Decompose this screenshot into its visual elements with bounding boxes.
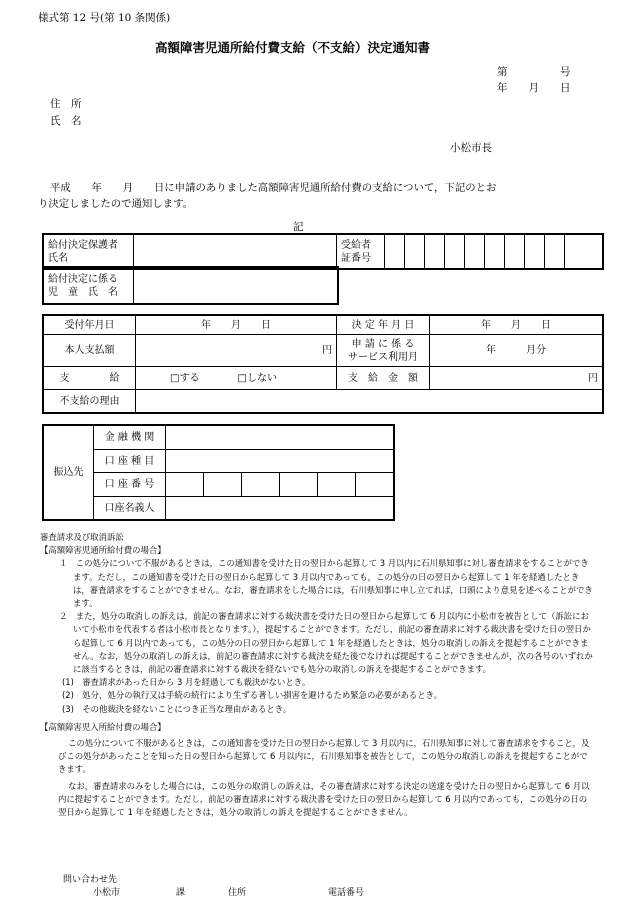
bank-label: 金 融 機 関	[94, 426, 166, 450]
child-name-field[interactable]	[134, 268, 338, 304]
issuer-name: 小松市長	[450, 142, 492, 154]
recipient-digit-box[interactable]	[465, 235, 485, 269]
contact-city: 小松市	[93, 888, 121, 898]
applicant-table	[43, 234, 603, 269]
document-title: 高額障害児通所給付費支給（不支給）決定通知書	[155, 40, 431, 55]
transfer-table	[43, 425, 394, 520]
payment-no-checkbox[interactable]: □しない	[234, 367, 337, 390]
address-label: 住 所	[50, 98, 82, 110]
recipient-digit-box[interactable]	[505, 235, 525, 269]
self-pay-field[interactable]: 円	[136, 335, 337, 367]
guardian-name-label: 給付決定保護者 氏名	[44, 235, 134, 269]
notes-heading: 審査請求及び取消訴訟	[40, 532, 124, 542]
recipient-digit-box[interactable]	[525, 235, 545, 269]
recipient-digit-box[interactable]	[445, 235, 465, 269]
payment-label: 支 給	[44, 367, 136, 390]
contact-phone: 電話番号	[328, 888, 365, 898]
account-type-label: 口 座 種 目	[94, 450, 166, 473]
notes-item-2: (2) 処分，処分の執行又は手続の続行により生ずる著しい損害を避けるため緊急の必要があるとき。	[62, 690, 443, 701]
account-type-field[interactable]	[166, 450, 394, 473]
recipient-digit-box[interactable]	[485, 235, 505, 269]
account-digit-box[interactable]	[204, 473, 242, 497]
payment-yes-checkbox[interactable]: □する	[136, 367, 234, 390]
intro-text-line2: り決定しましたので通知します。	[38, 198, 194, 210]
recipient-number-label: 受給者 証番号	[337, 235, 385, 269]
non-payment-reason-field[interactable]	[136, 390, 603, 413]
account-holder-field[interactable]	[166, 497, 394, 520]
notes-item-1: (1) 審査請求があった日から 3 月を経過しても裁決がないとき。	[62, 677, 311, 688]
notes-section-outpatient: 【高額障害児通所給付費の場合】	[40, 545, 166, 556]
account-digit-box[interactable]	[356, 473, 394, 497]
account-digit-box[interactable]	[166, 473, 204, 497]
service-month-field[interactable]: 年 月分	[430, 335, 603, 367]
recipient-digit-box[interactable]	[545, 235, 565, 269]
form-number: 様式第 12 号(第 10 条関係)	[38, 12, 171, 24]
bank-field[interactable]	[166, 426, 394, 450]
recipient-digit-box[interactable]	[565, 235, 603, 269]
account-number-label: 口 座 番 号	[94, 473, 166, 497]
payment-amount-label: 支 給 金 額	[337, 367, 430, 390]
recipient-digit-box[interactable]	[405, 235, 425, 269]
appeal-notes	[40, 531, 595, 819]
ki-heading: 記	[293, 221, 304, 233]
recipient-digit-box[interactable]	[425, 235, 445, 269]
payment-amount-field[interactable]: 円	[430, 367, 603, 390]
decision-date-field[interactable]: 年 月 日	[430, 316, 603, 335]
account-digit-box[interactable]	[318, 473, 356, 497]
guardian-name-field[interactable]	[134, 235, 337, 269]
received-date-label: 受付年月日	[44, 316, 136, 335]
notes-paragraph-3: この処分について不服があるときは，この通知書を受けた日の翌日から起算して 3 月以内に，石川県知事に対して審査請求をすること，及びこの処分があったことを知った日の翌日から起算して 6 月以内に，石川県知事を被告として，この処分の取消しの訴えを提起することができます。	[58, 738, 590, 775]
contact-section: 課	[176, 888, 186, 898]
contact-address: 住所	[228, 888, 247, 898]
notes-item-3: (3) その他裁決を経ないことにつき正当な理由があるとき。	[62, 703, 292, 714]
account-digit-box[interactable]	[242, 473, 280, 497]
transfer-label: 振込先	[44, 426, 94, 520]
notes-paragraph-2: ２ また，処分の取消しの訴えは，前記の審査請求に対する裁決書を受けた日の翌日から起算して 6 月以内に小松市を被告として（訴訟において小松市を代表する者は小松市長となります。），提起することができます。ただし，前記の審査請求に対する裁決書を受けた日の翌日から起算して 6 月以内であっても，この処分の日の翌日から起算して 1 年を経過したときは，処分の取消しの訴えを提起することができません。なお，処分の取消しの訴えは，前記の審査請求に対する裁決を経た後でなければ提起することができませんが，次の各号のいずれかに該当するときは，前記の審査請求に対する裁決を経ないでも処分の取消しの訴えを提起することができます。	[59, 611, 593, 675]
notes-paragraph-4: なお，審査請求のみをした場合には，この処分の取消しの訴えは，その審査請求に対する決定の送達を受けた日の翌日から起算して 6 月以内に提起することができます。ただし，前記の審査請求に対する裁決書を受けた日の翌日から起算して 6 月以内であっても，この処分の日の翌日から起算して 1 年を経過したときは，処分の取消しの訴えを提起することができません。	[58, 780, 590, 818]
intro-text-line1: 平成 年 月 日に申請のありました高額障害児通所給付費の支給について，下記のとお	[50, 182, 497, 194]
decision-date-label: 決 定 年 月 日	[337, 316, 430, 335]
notes-paragraph-1: １ この処分について不服があるときは，この通知書を受けた日の翌日から起算して 3 月以内に石川県知事に対し審査請求をすることができます。ただし，この通知書を受けた日の翌日から起算して 3 月以内であっても，この処分の日の翌日から起算して 1 年を経過したときは，審査請求をすることができません。なお，審査請求をした場合には，石川県知事に申し立てれば，口頭により意見を述べることができます。	[59, 558, 593, 609]
document-number: 第 号	[497, 66, 571, 78]
recipient-digit-box[interactable]	[385, 235, 405, 269]
contact-label: 問い合わせ先	[63, 875, 118, 885]
issue-date: 年 月 日	[497, 82, 571, 94]
non-payment-reason-label: 不支給の理由	[44, 390, 136, 413]
notes-section-residential: 【高額障害児入所給付費の場合】	[40, 721, 166, 732]
service-month-label: 申 請 に 係 る サービス利用月	[337, 335, 430, 367]
child-table	[43, 267, 338, 304]
name-label: 氏 名	[50, 115, 82, 127]
received-date-field[interactable]: 年 月 日	[136, 316, 337, 335]
account-holder-label: 口座名義人	[94, 497, 166, 520]
self-pay-label: 本人支払額	[44, 335, 136, 367]
account-digit-box[interactable]	[280, 473, 318, 497]
child-name-label: 給付決定に係る 児 童 氏 名	[44, 268, 134, 304]
decision-table	[43, 315, 603, 413]
